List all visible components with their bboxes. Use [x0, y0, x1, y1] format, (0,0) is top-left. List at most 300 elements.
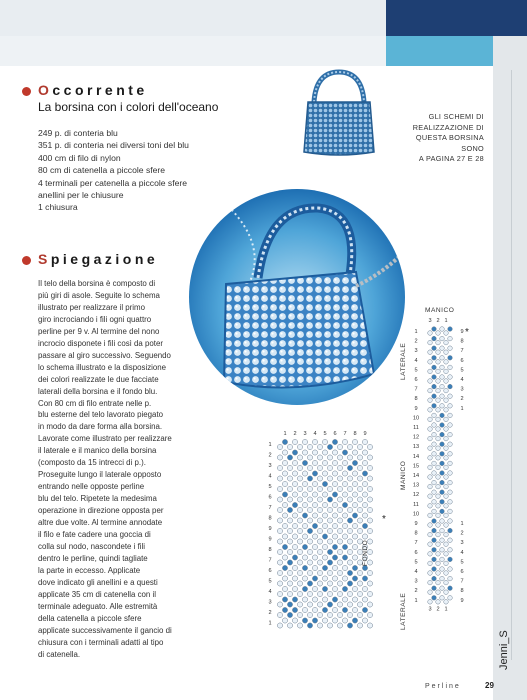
- bead: [287, 528, 292, 533]
- bead: [297, 602, 302, 607]
- bead: [297, 476, 302, 481]
- row-number: 1: [414, 597, 418, 604]
- bead: [428, 398, 433, 403]
- bead: [347, 507, 352, 512]
- materials-item: 351 p. di conteria nei diversi toni del blu: [38, 140, 189, 151]
- bead: [436, 350, 441, 355]
- bead: [432, 404, 437, 409]
- bead: [362, 471, 367, 476]
- row-number: 3: [414, 578, 418, 585]
- bead: [352, 450, 357, 455]
- bead: [282, 492, 287, 497]
- bead: [440, 548, 445, 553]
- bead: [432, 586, 437, 591]
- bead: [287, 455, 292, 460]
- bead: [347, 549, 352, 554]
- bead: [332, 586, 337, 591]
- bead: [448, 356, 453, 361]
- row-number: 1: [268, 442, 272, 448]
- bead: [302, 555, 307, 560]
- bead: [352, 481, 357, 486]
- row-number: 6: [268, 494, 272, 501]
- row-number: 3: [460, 386, 464, 393]
- bead: [436, 494, 441, 499]
- bead: [444, 388, 449, 393]
- materials-item: 400 cm di filo di nylon: [38, 152, 121, 163]
- bead: [302, 597, 307, 602]
- bead: [307, 591, 312, 596]
- bead: [367, 623, 372, 628]
- fondo-label: FONDO: [362, 539, 369, 566]
- bead: [327, 486, 332, 491]
- row-number: 4: [268, 473, 272, 480]
- bead: [342, 618, 347, 623]
- bead: [436, 580, 441, 585]
- column-number: 6: [333, 431, 337, 437]
- bead: [337, 528, 342, 533]
- bead: [347, 581, 352, 586]
- bead: [327, 465, 332, 470]
- bead: [347, 612, 352, 617]
- bead: [448, 519, 453, 524]
- bead: [357, 528, 362, 533]
- bead: [440, 404, 445, 409]
- bead: [444, 465, 449, 470]
- bead: [347, 591, 352, 596]
- watermark: Jenni_S: [498, 630, 510, 670]
- bead: [317, 486, 322, 491]
- row-number: 5: [268, 578, 272, 585]
- bead: [436, 552, 441, 557]
- row-number: 6: [460, 569, 464, 575]
- bead: [448, 567, 453, 572]
- bead: [352, 534, 357, 539]
- bead: [287, 612, 292, 617]
- bead: [440, 519, 445, 524]
- row-number: 5: [414, 367, 418, 374]
- bead: [327, 612, 332, 617]
- bead: [292, 586, 297, 591]
- bead: [362, 460, 367, 465]
- instructions-line: dove indicato gli anellini e a questi: [38, 577, 158, 587]
- bead: [428, 571, 433, 576]
- bead: [352, 565, 357, 570]
- bead: [444, 475, 449, 480]
- manico-label: MANICO: [400, 460, 407, 490]
- bead: [322, 471, 327, 476]
- bead: [428, 590, 433, 595]
- bead: [357, 497, 362, 502]
- magazine-name: Perline: [425, 683, 461, 690]
- bead: [277, 444, 282, 449]
- bead: [337, 623, 342, 628]
- bead: [297, 570, 302, 575]
- bead: [342, 513, 347, 518]
- bead: [436, 475, 441, 480]
- row-number: 10: [412, 511, 420, 518]
- row-number: 7: [268, 557, 272, 564]
- bead: [347, 560, 352, 565]
- bead: [317, 581, 322, 586]
- bead: [337, 486, 342, 491]
- instructions-line: Il telo della borsina è composto di: [38, 279, 156, 288]
- row-number: 3: [414, 348, 418, 355]
- bead: [322, 481, 327, 486]
- bead: [327, 560, 332, 565]
- bead: [444, 580, 449, 585]
- bead: [352, 513, 357, 518]
- bead: [444, 427, 449, 432]
- bead: [362, 450, 367, 455]
- bead: [302, 576, 307, 581]
- bead: [277, 560, 282, 565]
- bead: [352, 586, 357, 591]
- instructions-line: laterali della borsina e il fondo blu.: [38, 386, 158, 396]
- bead: [282, 481, 287, 486]
- star-marker: *: [465, 327, 469, 338]
- bead: [448, 394, 453, 399]
- bead: [428, 340, 433, 345]
- bead: [352, 544, 357, 549]
- bead: [322, 576, 327, 581]
- bead: [432, 548, 437, 553]
- bead: [432, 500, 437, 505]
- bead: [444, 561, 449, 566]
- bead: [352, 523, 357, 528]
- bead: [312, 481, 317, 486]
- column-number: 1: [444, 318, 448, 324]
- bead: [352, 492, 357, 497]
- bead: [327, 623, 332, 628]
- bead: [297, 549, 302, 554]
- star-marker: *: [382, 514, 386, 525]
- bead: [367, 444, 372, 449]
- bead: [448, 442, 453, 447]
- bead: [428, 523, 433, 528]
- row-number: 6: [414, 377, 418, 383]
- row-number: 5: [268, 484, 272, 490]
- bead: [428, 532, 433, 537]
- bead: [287, 560, 292, 565]
- bead: [327, 602, 332, 607]
- instructions-line: applicate successivamente il gancio di: [38, 625, 172, 635]
- row-number: 2: [460, 396, 464, 403]
- bead: [327, 497, 332, 502]
- bead: [448, 336, 453, 341]
- bead: [444, 494, 449, 499]
- bead: [428, 465, 433, 470]
- instructions-text: [38, 278, 188, 661]
- bead: [282, 502, 287, 507]
- bead: [436, 523, 441, 528]
- bead: [337, 581, 342, 586]
- bead: [436, 532, 441, 537]
- row-number: 6: [460, 357, 464, 364]
- instructions-line: più giri di asole. Seguite lo schema: [38, 290, 160, 300]
- instructions-line: della catenella a piccole sfere: [38, 613, 142, 623]
- bead: [282, 534, 287, 539]
- bead: [432, 471, 437, 476]
- bead: [312, 450, 317, 455]
- bead: [440, 596, 445, 601]
- bead: [307, 507, 312, 512]
- row-number: 11: [413, 425, 419, 431]
- bead: [277, 570, 282, 575]
- bead: [337, 455, 342, 460]
- bead: [357, 507, 362, 512]
- bead: [282, 450, 287, 455]
- bead: [292, 618, 297, 623]
- bead: [367, 476, 372, 481]
- column-number: 8: [353, 431, 357, 437]
- bead: [312, 555, 317, 560]
- bead: [428, 360, 433, 365]
- instructions-line: il filo e fate cadere una goccia di: [38, 530, 151, 540]
- bead: [347, 455, 352, 460]
- row-number: 12: [412, 434, 420, 441]
- bullet-icon: [22, 256, 31, 265]
- bead: [277, 528, 282, 533]
- materials-subtitle: La borsina con i colori dell'oceano: [38, 100, 219, 114]
- bead: [277, 549, 282, 554]
- row-number: 14: [412, 453, 420, 460]
- bead: [444, 542, 449, 547]
- row-number: 8: [268, 547, 272, 553]
- bead: [448, 576, 453, 581]
- instructions-line: entrando nelle opposte perline: [38, 482, 145, 492]
- bead: [436, 379, 441, 384]
- bead: [327, 570, 332, 575]
- materials-item: 80 cm di catenella a piccole sfere: [38, 165, 166, 176]
- bead: [362, 492, 367, 497]
- bead: [277, 497, 282, 502]
- row-number: 9: [414, 521, 418, 527]
- bead: [307, 465, 312, 470]
- row-number: 4: [414, 569, 418, 575]
- bead: [428, 580, 433, 585]
- bead: [317, 623, 322, 628]
- bead: [347, 465, 352, 470]
- bead: [444, 523, 449, 528]
- row-number: 9: [460, 329, 464, 335]
- bead: [440, 384, 445, 389]
- bead: [440, 567, 445, 572]
- bead: [436, 590, 441, 595]
- bead: [432, 413, 437, 418]
- row-number: 4: [460, 377, 464, 383]
- bead: [287, 602, 292, 607]
- bead: [440, 375, 445, 380]
- bead: [312, 607, 317, 612]
- instructions-line: terminale adeguato. Alle estremità: [38, 601, 158, 611]
- bead: [297, 581, 302, 586]
- bead: [367, 570, 372, 575]
- bead: [440, 452, 445, 457]
- row-number: 5: [460, 559, 464, 566]
- bead: [352, 555, 357, 560]
- column-number: 2: [436, 606, 440, 613]
- bead: [448, 528, 453, 533]
- bead: [312, 502, 317, 507]
- bead: [312, 576, 317, 581]
- bead: [322, 460, 327, 465]
- bead: [292, 544, 297, 549]
- bead: [440, 490, 445, 495]
- bead: [357, 465, 362, 470]
- bead: [440, 538, 445, 543]
- bead: [440, 365, 445, 370]
- row-number: 8: [268, 515, 272, 522]
- bead: [444, 379, 449, 384]
- instructions-line: (composto da 15 intrecci di p.).: [38, 458, 146, 468]
- column-number: 3: [428, 318, 432, 324]
- bead: [352, 607, 357, 612]
- bead: [307, 444, 312, 449]
- bead: [432, 461, 437, 466]
- corner-block-navy: [386, 0, 527, 36]
- bead: [312, 586, 317, 591]
- instructions-line: lo schema illustrato e la disposizione: [38, 362, 167, 372]
- bead: [332, 450, 337, 455]
- bead: [307, 518, 312, 523]
- bead: [362, 607, 367, 612]
- instructions-line: altre due volte. Al termine annodate: [38, 518, 163, 528]
- row-number: 2: [414, 338, 418, 345]
- bead: [322, 565, 327, 570]
- instructions-line: la parte in eccesso. Applicate: [38, 565, 141, 575]
- bead: [332, 513, 337, 518]
- bead: [322, 555, 327, 560]
- instructions-line: passare al giro successivo. Seguendo: [38, 350, 171, 360]
- row-number: 15: [412, 463, 420, 470]
- bead: [292, 565, 297, 570]
- bead: [317, 549, 322, 554]
- row-number: 4: [460, 549, 464, 556]
- bead: [444, 398, 449, 403]
- bead: [342, 481, 347, 486]
- row-number: 4: [414, 357, 418, 364]
- manico-top-label: MANICO: [425, 307, 455, 314]
- row-number: 1: [460, 521, 464, 527]
- row-number: 9: [460, 597, 464, 604]
- pattern-reference-note: GLI SCHEMI DI REALIZZAZIONE DI QUESTA BORSINA SONO A PAGINA 27 E 28: [412, 112, 484, 163]
- bead: [367, 591, 372, 596]
- bead: [436, 561, 441, 566]
- instructions-line: illustrato per realizzare il primo: [38, 302, 145, 312]
- bead: [337, 602, 342, 607]
- bead: [440, 336, 445, 341]
- bead: [428, 427, 433, 432]
- instructions-line: blu del telo. Ripetete la medesima: [38, 494, 157, 504]
- bead: [444, 436, 449, 441]
- bead: [352, 576, 357, 581]
- bead: [327, 528, 332, 533]
- bead: [347, 623, 352, 628]
- bead: [332, 523, 337, 528]
- bead: [297, 518, 302, 523]
- bead: [432, 375, 437, 380]
- bead: [448, 384, 453, 389]
- bead: [440, 394, 445, 399]
- bead: [282, 513, 287, 518]
- bead: [297, 465, 302, 470]
- bead: [347, 602, 352, 607]
- instructions-line: Lavorate come illustrato per realizzare: [38, 434, 172, 444]
- bead: [347, 497, 352, 502]
- bead: [337, 497, 342, 502]
- bead: [317, 455, 322, 460]
- bead: [307, 549, 312, 554]
- bead: [352, 502, 357, 507]
- bead: [287, 570, 292, 575]
- column-number: 2: [293, 431, 297, 437]
- bead: [302, 460, 307, 465]
- bead: [277, 623, 282, 628]
- bead: [277, 602, 282, 607]
- row-number: 8: [414, 530, 418, 537]
- bead: [428, 456, 433, 461]
- bead: [362, 576, 367, 581]
- bead: [292, 450, 297, 455]
- bead: [367, 507, 372, 512]
- bead: [307, 602, 312, 607]
- bead: [287, 476, 292, 481]
- bead: [357, 581, 362, 586]
- bead: [432, 442, 437, 447]
- bead: [312, 618, 317, 623]
- bead: [428, 408, 433, 413]
- row-number: 2: [268, 452, 272, 459]
- bead: [317, 528, 322, 533]
- bead: [440, 432, 445, 437]
- bead: [436, 360, 441, 365]
- bead: [428, 494, 433, 499]
- bead: [282, 565, 287, 570]
- bead: [322, 534, 327, 539]
- bead: [444, 331, 449, 336]
- bead: [352, 597, 357, 602]
- bead: [297, 507, 302, 512]
- instructions-line: il laterale e il manico della borsina: [38, 446, 157, 456]
- column-number: 3: [428, 606, 432, 613]
- bead: [327, 507, 332, 512]
- page-number: 29: [485, 681, 494, 690]
- bead: [367, 528, 372, 533]
- margin-divider: [511, 70, 512, 660]
- bead: [332, 534, 337, 539]
- bead: [337, 591, 342, 596]
- bead: [312, 471, 317, 476]
- bead: [302, 534, 307, 539]
- bead: [432, 538, 437, 543]
- bead: [432, 452, 437, 457]
- bead: [428, 484, 433, 489]
- bead: [436, 369, 441, 374]
- bead: [292, 523, 297, 528]
- bead: [277, 465, 282, 470]
- column-number: 2: [436, 318, 440, 324]
- instructions-line: incrocio disponete i fili così da poter: [38, 338, 164, 348]
- bead: [444, 484, 449, 489]
- bead: [444, 417, 449, 422]
- bead: [277, 591, 282, 596]
- bead: [297, 455, 302, 460]
- bead: [292, 471, 297, 476]
- materials-item: 1 chiusura: [38, 202, 78, 213]
- bead: [297, 623, 302, 628]
- bead: [282, 439, 287, 444]
- bead: [292, 460, 297, 465]
